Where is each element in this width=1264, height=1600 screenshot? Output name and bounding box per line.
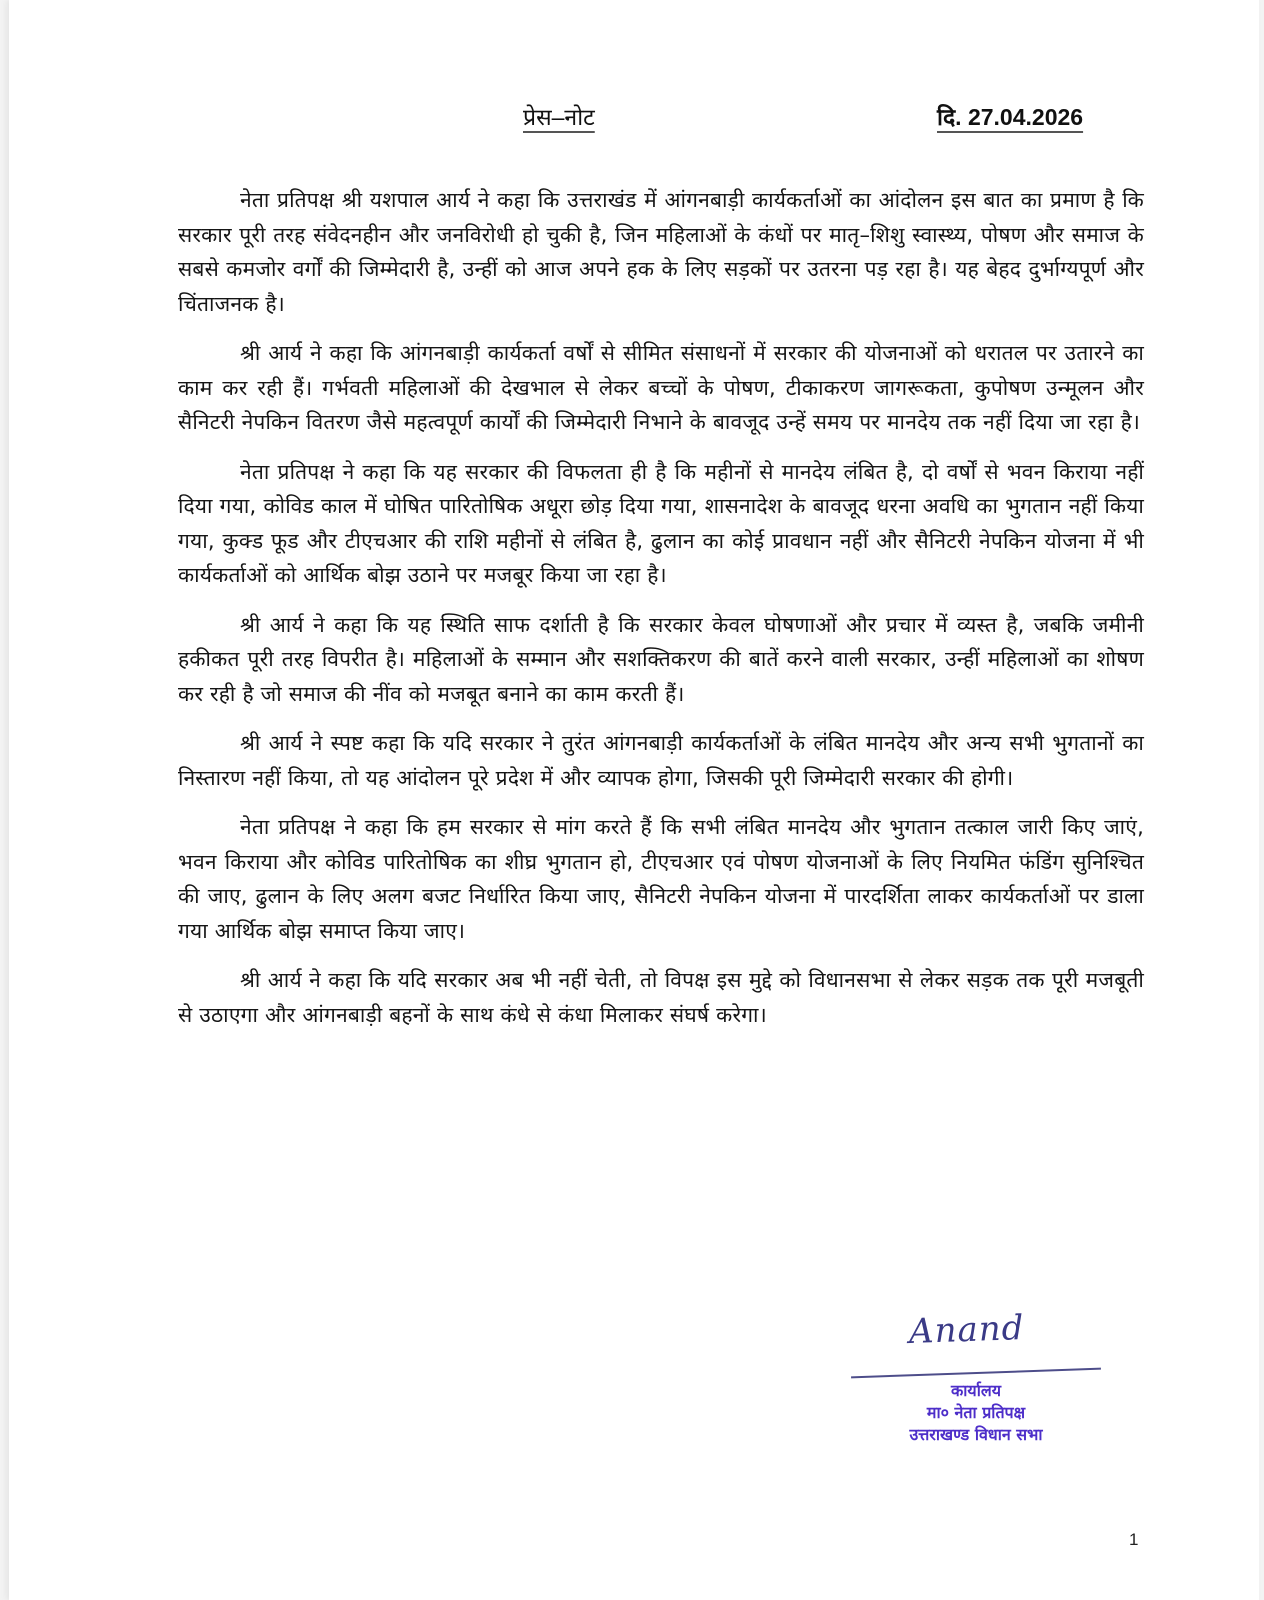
document-body xyxy=(178,183,1144,1047)
document-date: दि. 27.04.2026 xyxy=(937,104,1084,130)
paragraph: नेता प्रतिपक्ष ने कहा कि यह सरकार की विफलता ही है कि महीनों से मानदेय लंबित है, दो वर्षों से भवन किराया नहीं दिया गया, कोविड काल में घोषित पारितोषिक अधूरा छोड़ दिया गया, शासनादेश के बावजूद धरना अवधि का भुगतान नहीं किया गया, कुक्ड फूड और टीएचआर की राशि महीनों से लंबित है, ढुलान का कोई प्रावधान नहीं और सैनिटरी नेपकिन योजना में भी कार्यकर्ताओं को आर्थिक बोझ उठाने पर मजबूर किया जा रहा है। xyxy=(178,459,1144,587)
paragraph: श्री आर्य ने कहा कि आंगनबाड़ी कार्यकर्ता वर्षों से सीमित संसाधनों में सरकार की योजनाओं को धरातल पर उतारने का काम कर रही हैं। गर्भवती महिलाओं की देखभाल से लेकर बच्चों के पोषण, टीकाकरण जागरूकता, कुपोषण उन्मूलन और सैनिटरी नेपकिन वितरण जैसे महत्वपूर्ण कार्यों की जिम्मेदारी निभाने के बावजूद उन्हें समय पर मानदेय तक नहीं दिया जा रहा है। xyxy=(178,341,1144,434)
office-stamp xyxy=(841,1380,1111,1446)
page-number: 1 xyxy=(1129,1530,1139,1549)
signature-line xyxy=(851,1368,1101,1379)
stamp-line: मा० नेता प्रतिपक्ष xyxy=(926,1403,1026,1422)
document-title: प्रेस–नोट xyxy=(523,104,595,130)
paragraph: नेता प्रतिपक्ष ने कहा कि हम सरकार से मांग करते हैं कि सभी लंबित मानदेय और भुगतान तत्काल जारी किए जाएं, भवन किराया और कोविड पारितोषिक का शीघ्र भुगतान हो, टीएचआर एवं पोषण योजनाओं के लिए नियमित फंडिंग सुनिश्चित की जाए, ढुलान के लिए अलग बजट निर्धारित किया जाए, सैनिटरी नेपकिन योजना में पारदर्शिता लाकर कार्यकर्ताओं पर डाला गया आर्थिक बोझ समाप्त किया जाए। xyxy=(178,815,1144,943)
stamp-line: कार्यालय xyxy=(951,1381,1001,1400)
paragraph: श्री आर्य ने कहा कि यह स्थिति साफ दर्शाती है कि सरकार केवल घोषणाओं और प्रचार में व्यस्त है, जबकि जमीनी हकीकत पूरी तरह विपरीत है। महिलाओं के सम्मान और सशक्तिकरण की बातें करने वाली सरकार, उन्हीं महिलाओं का शोषण कर रही है जो समाज की नींव को मजबूत बनाने का काम करती हैं। xyxy=(178,612,1144,706)
document-page xyxy=(9,0,1259,1600)
signature-handwritten: Anand xyxy=(908,1307,1026,1353)
paragraph: श्री आर्य ने कहा कि यदि सरकार अब भी नहीं चेती, तो विपक्ष इस मुद्दे को विधानसभा से लेकर सड़क तक पूरी मजबूती से उठाएगा और आंगनबाड़ी बहनों के साथ कंधे से कंधा मिलाकर संघर्ष करेगा। xyxy=(178,968,1144,1027)
stamp-line: उत्तराखण्ड विधान सभा xyxy=(909,1425,1043,1444)
paragraph: नेता प्रतिपक्ष श्री यशपाल आर्य ने कहा कि उत्तराखंड में आंगनबाड़ी कार्यकर्ताओं का आंदोलन इस बात का प्रमाण है कि सरकार पूरी तरह संवेदनहीन और जनविरोधी हो चुकी है, जिन महिलाओं के कंधों पर मातृ–शिशु स्वास्थ्य, पोषण और समाज के सबसे कमजोर वर्गों की जिम्मेदारी है, उन्हीं को आज अपने हक के लिए सड़कों पर उतरना पड़ रहा है। यह बेहद दुर्भाग्यपूर्ण और चिंताजनक है। xyxy=(178,188,1144,316)
paragraph: श्री आर्य ने स्पष्ट कहा कि यदि सरकार ने तुरंत आंगनबाड़ी कार्यकर्ताओं के लंबित मानदेय और अन्य सभी भुगतानों का निस्तारण नहीं किया, तो यह आंदोलन पूरे प्रदेश में और व्यापक होगा, जिसकी पूरी जिम्मेदारी सरकार की होगी। xyxy=(178,731,1144,790)
signature-block xyxy=(841,1300,1111,1450)
